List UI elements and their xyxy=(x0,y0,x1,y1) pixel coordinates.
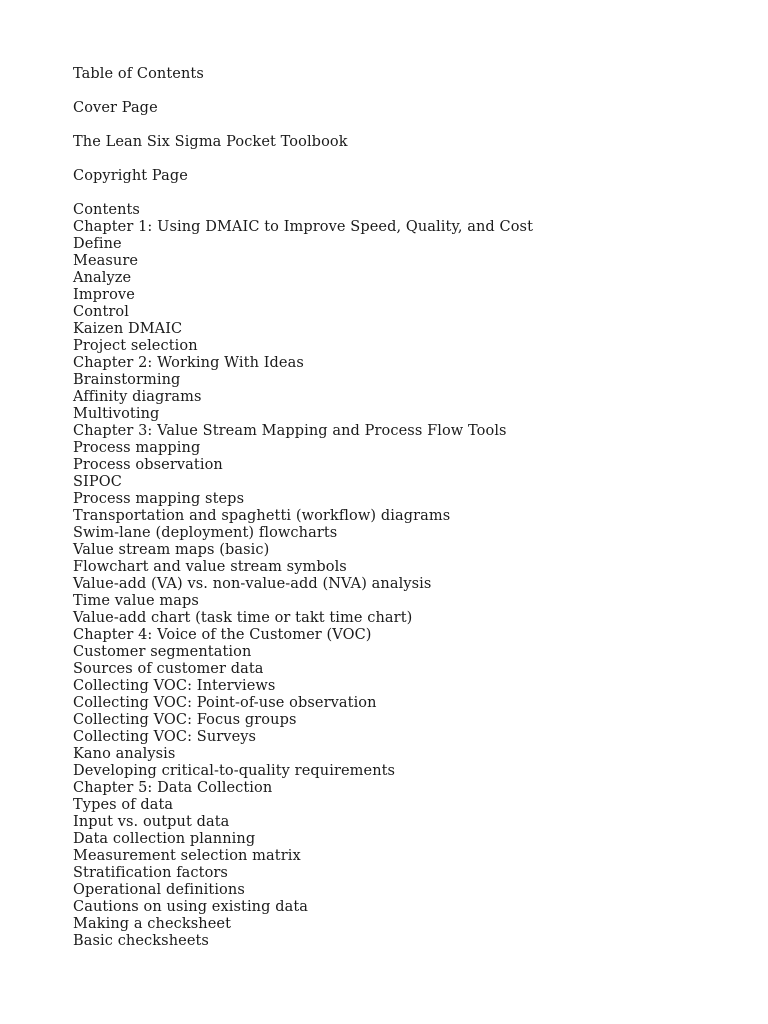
toc-entry[interactable]: Value-add chart (task time or takt time chart) xyxy=(73,610,413,626)
toc-entry[interactable]: Multivoting xyxy=(73,406,160,422)
toc-entry[interactable]: Measure xyxy=(73,253,139,269)
toc-entry[interactable]: Chapter 4: Voice of the Customer (VOC) xyxy=(73,627,372,643)
toc-entry[interactable]: Define xyxy=(73,236,122,252)
toc-entry[interactable]: Transportation and spaghetti (workflow) diagrams xyxy=(73,508,451,524)
toc-entry[interactable]: Value-add (VA) vs. non-value-add (NVA) analysis xyxy=(73,576,432,592)
toc-entry[interactable]: Input vs. output data xyxy=(73,814,230,830)
toc-entry[interactable]: Process mapping xyxy=(73,440,201,456)
toc-entry-copyright-page[interactable]: Copyright Page xyxy=(73,168,188,184)
toc-heading: Table of Contents xyxy=(73,66,204,82)
toc-entry[interactable]: Kaizen DMAIC xyxy=(73,321,183,337)
toc-entry[interactable]: Measurement selection matrix xyxy=(73,848,301,864)
toc-entry[interactable]: Time value maps xyxy=(73,593,199,609)
toc-entry[interactable]: Kano analysis xyxy=(73,746,176,762)
toc-entry[interactable]: Collecting VOC: Focus groups xyxy=(73,712,297,728)
toc-entry[interactable]: Analyze xyxy=(73,270,132,286)
toc-entry[interactable]: Chapter 1: Using DMAIC to Improve Speed, Quality, and Cost xyxy=(73,219,534,235)
toc-entry[interactable]: Cautions on using existing data xyxy=(73,899,309,915)
toc-entry[interactable]: Operational definitions xyxy=(73,882,245,898)
toc-entry[interactable]: Making a checksheet xyxy=(73,916,232,932)
toc-entry[interactable]: Chapter 2: Working With Ideas xyxy=(73,355,304,371)
toc-entry[interactable]: Process observation xyxy=(73,457,223,473)
toc-entry[interactable]: Collecting VOC: Surveys xyxy=(73,729,257,745)
toc-entry[interactable]: Control xyxy=(73,304,129,320)
toc-entry[interactable]: Customer segmentation xyxy=(73,644,252,660)
toc-entry[interactable]: Improve xyxy=(73,287,135,303)
toc-entry[interactable]: Data collection planning xyxy=(73,831,256,847)
document-page xyxy=(73,66,733,950)
contents-list xyxy=(73,219,733,950)
toc-entry[interactable]: Process mapping steps xyxy=(73,491,245,507)
toc-entry[interactable]: Value stream maps (basic) xyxy=(73,542,270,558)
toc-entry-title-page[interactable]: The Lean Six Sigma Pocket Toolbook xyxy=(73,134,348,150)
toc-entry[interactable]: Chapter 3: Value Stream Mapping and Process Flow Tools xyxy=(73,423,507,439)
toc-entry[interactable]: Stratification factors xyxy=(73,865,228,881)
toc-entry[interactable]: Types of data xyxy=(73,797,174,813)
toc-entry[interactable]: Sources of customer data xyxy=(73,661,264,677)
toc-entry[interactable]: Swim-lane (deployment) flowcharts xyxy=(73,525,338,541)
toc-entry[interactable]: Collecting VOC: Interviews xyxy=(73,678,276,694)
toc-entry[interactable]: Project selection xyxy=(73,338,198,354)
toc-entry[interactable]: Brainstorming xyxy=(73,372,181,388)
contents-heading[interactable]: Contents xyxy=(73,202,140,218)
toc-entry[interactable]: SIPOC xyxy=(73,474,122,490)
toc-entry[interactable]: Flowchart and value stream symbols xyxy=(73,559,347,575)
toc-entry[interactable]: Collecting VOC: Point-of-use observation xyxy=(73,695,377,711)
toc-entry[interactable]: Developing critical-to-quality requirements xyxy=(73,763,396,779)
toc-entry-cover-page[interactable]: Cover Page xyxy=(73,100,158,116)
toc-entry[interactable]: Chapter 5: Data Collection xyxy=(73,780,273,796)
toc-entry[interactable]: Affinity diagrams xyxy=(73,389,202,405)
toc-entry[interactable]: Basic checksheets xyxy=(73,933,209,949)
